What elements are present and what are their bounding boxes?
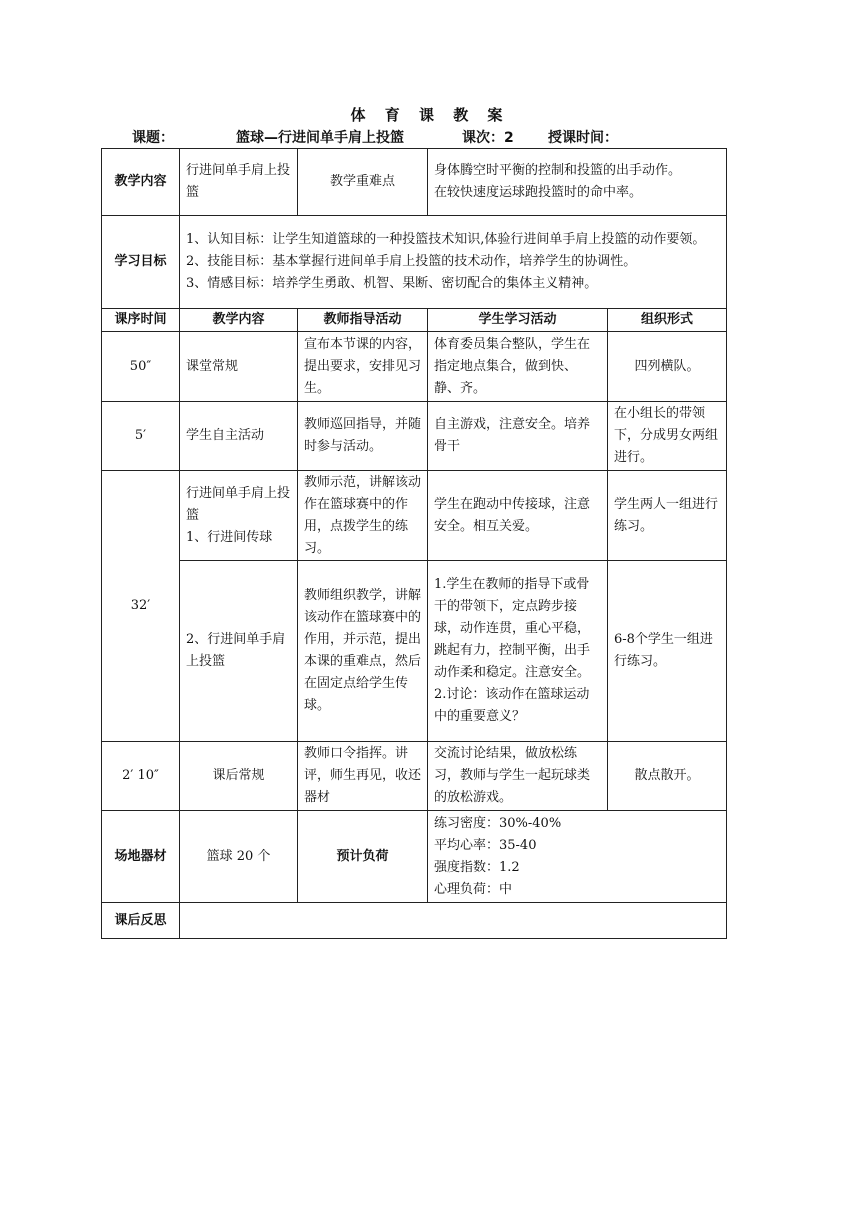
row-organization: 学生两人一组进行练习。 [608, 471, 727, 561]
row-organization: 6-8个学生一组进行练习。 [608, 561, 727, 742]
subject-value: 篮球—行进间单手肩上投篮 [236, 130, 404, 146]
header-teacher: 教师指导活动 [298, 309, 428, 332]
reflection-value [180, 903, 727, 939]
difficulty-text [428, 149, 727, 216]
row-teacher: 教师示范，讲解该动作在篮球赛中的作用，点拨学生的练习。 [298, 471, 428, 561]
row-student: 学生在跑动中传接球，注意安全。相互关爱。 [428, 471, 608, 561]
header-organization: 组织形式 [608, 309, 727, 332]
content-value: 行进间单手肩上投篮 [180, 149, 298, 216]
subject-label: 课题： [132, 130, 174, 146]
load-values [428, 811, 727, 903]
load-label: 预计负荷 [298, 811, 428, 903]
table-row [102, 742, 727, 811]
row-teacher: 教师巡回指导，并随时参与活动。 [298, 402, 428, 471]
equipment-value: 篮球 20 个 [180, 811, 298, 903]
content-label: 教学内容 [102, 149, 180, 216]
row-student: 自主游戏，注意安全。培养骨干 [428, 402, 608, 471]
table-row [102, 402, 727, 471]
load-line: 强度指数：1.2 [434, 859, 520, 875]
difficulty-line: 在较快速度运球跑投篮时的命中率。 [434, 185, 643, 200]
row-content: 学生自主活动 [180, 402, 298, 471]
goals-label: 学习目标 [102, 216, 180, 309]
table-row [102, 332, 727, 402]
row-student: 1.学生在教师的指导下或骨干的带领下，定点跨步接球，动作连贯，重心平稳，跳起有力，控制平衡，出手动作柔和稳定。注意安全。 2.讨论：该动作在篮球运动中的重要意义？ [428, 561, 608, 742]
load-line: 心理负荷：中 [434, 881, 513, 897]
row-content: 行进间单手肩上投篮 1、行进间传球 [180, 471, 298, 561]
row-teacher: 教师口令指挥。讲评，师生再见，收还器材 [298, 742, 428, 811]
row-organization: 散点散开。 [608, 742, 727, 811]
lesson-number: 课次：2 [462, 130, 514, 146]
teaching-time-label: 授课时间： [548, 130, 618, 146]
row-content: 课堂常规 [180, 332, 298, 402]
goals-row [102, 216, 727, 309]
equipment-label: 场地器材 [102, 811, 180, 903]
row-organization: 在小组长的带领下，分成男女两组进行。 [608, 402, 727, 471]
content-row [102, 149, 727, 216]
goal-line: 3、情感目标：培养学生勇敢、机智、果断、密切配合的集体主义精神。 [186, 276, 598, 291]
row-time: 5′ [102, 402, 180, 471]
difficulty-label: 教学重难点 [298, 149, 428, 216]
difficulty-line: 身体腾空时平衡的控制和投篮的出手动作。 [434, 163, 682, 178]
equipment-row [102, 811, 727, 903]
goal-line: 1、认知目标：让学生知道篮球的一种投篮技术知识,体验行进间单手肩上投篮的动作要领。 [186, 232, 706, 247]
table-row [102, 561, 727, 742]
header-content: 教学内容 [180, 309, 298, 332]
document-title: 体 育 课 教 案 [350, 106, 510, 124]
row-student: 体育委员集合整队，学生在指定地点集合，做到快、静、齐。 [428, 332, 608, 402]
row-student: 交流讨论结果，做放松练习，教师与学生一起玩球类的放松游戏。 [428, 742, 608, 811]
row-time: 50″ [102, 332, 180, 402]
reflection-label: 课后反思 [102, 903, 180, 939]
table-row [102, 471, 727, 561]
load-line: 练习密度：30%-40% [434, 815, 562, 831]
row-content: 2、行进间单手肩上投篮 [180, 561, 298, 742]
header-student: 学生学习活动 [428, 309, 608, 332]
goal-line: 2、技能目标：基本掌握行进间单手肩上投篮的技术动作，培养学生的协调性。 [186, 254, 637, 269]
row-time: 2′ 10″ [102, 742, 180, 811]
load-line: 平均心率：35-40 [434, 837, 537, 853]
header-time: 课序时间 [102, 309, 180, 332]
row-teacher: 教师组织教学，讲解该动作在篮球赛中的作用，并示范，提出本课的重难点，然后在固定点给学生传球。 [298, 561, 428, 742]
lesson-header [0, 127, 860, 147]
row-content: 课后常规 [180, 742, 298, 811]
reflection-row [102, 903, 727, 939]
row-teacher: 宣布本节课的内容，提出要求，安排见习生。 [298, 332, 428, 402]
row-organization: 四列横队。 [608, 332, 727, 402]
table-header-row [102, 309, 727, 332]
lesson-plan-table [101, 148, 727, 939]
row-time: 32′ [102, 471, 180, 742]
goals-text [180, 216, 727, 309]
